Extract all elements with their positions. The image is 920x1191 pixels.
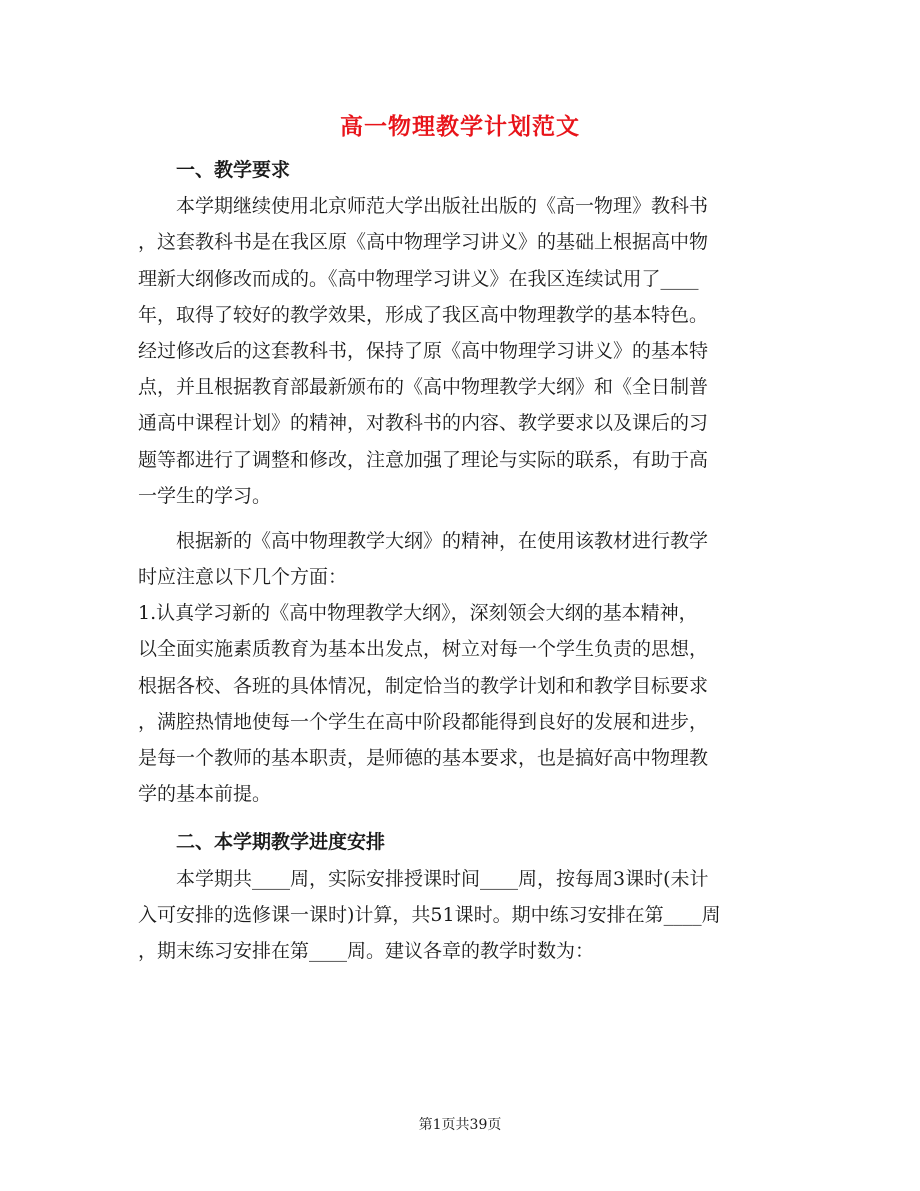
paragraph-line: 以全面实施素质教育为基本出发点，树立对每一个学生负责的思想， (138, 638, 709, 661)
paragraph-line: 本学期共____周，实际安排授课时间____周，按每周3课时(未计 (176, 867, 709, 890)
paragraph-line: 时应注意以下几个方面： (138, 566, 348, 589)
section-1-list-item-1 (138, 595, 778, 812)
section-1-heading: 一、教学要求 (176, 159, 291, 181)
paragraph-line: 根据新的《高中物理教学大纲》的精神，在使用该教材进行教学 (176, 529, 709, 552)
paragraph-line: 一学生的学习。 (138, 484, 272, 507)
document-body (138, 152, 778, 969)
paragraph-line: 通高中课程计划》的精神，对教科书的内容、教学要求以及课后的习 (138, 412, 709, 435)
paragraph-line: ，这套教科书是在我区原《高中物理学习讲义》的基础上根据高中物 (138, 231, 709, 254)
paragraph-line: 年，取得了较好的教学效果，形成了我区高中物理教学的基本特色。 (138, 303, 709, 326)
section-1-paragraph-2 (138, 523, 778, 595)
paragraph-line: ，期末练习安排在第____周。建议各章的教学时数为： (138, 939, 595, 962)
paragraph-line: ，满腔热情地使每一个学生在高中阶段都能得到良好的发展和进步， (138, 710, 709, 733)
section-2-heading: 二、本学期教学进度安排 (176, 831, 386, 854)
paragraph-line: 理新大纲修改而成的。《高中物理学习讲义》在我区连续试用了____ (138, 267, 699, 290)
section-2-paragraph-1 (138, 861, 778, 970)
document-title: 高一物理教学计划范文 (340, 113, 580, 140)
paragraph-line: 本学期继续使用北京师范大学出版社出版的《高一物理》教科书 (176, 195, 709, 218)
paragraph-line: 题等都进行了调整和修改，注意加强了理论与实际的联系，有助于高 (138, 448, 709, 471)
paragraph-line: 是每一个教师的基本职责，是师德的基本要求，也是搞好高中物理教 (138, 747, 709, 769)
paragraph-line: 入可安排的选修课一课时)计算，共51课时。期中练习安排在第____周 (138, 903, 721, 926)
paragraph-line: 点，并且根据教育部最新颁布的《高中物理教学大纲》和《全日制普 (138, 376, 709, 399)
paragraph-line: 根据各校、各班的具体情况，制定恰当的教学计划和和教学目标要求 (138, 674, 709, 697)
page-number: 第1页共39页 (418, 1117, 502, 1133)
section-1-paragraph-1 (138, 188, 778, 514)
paragraph-line: 1.认真学习新的《高中物理教学大纲》，深刻领会大纲的基本精神， (138, 602, 698, 625)
paragraph-line: 经过修改后的这套教科书，保持了原《高中物理学习讲义》的基本特 (138, 339, 709, 362)
paragraph-line: 学的基本前提。 (138, 783, 272, 806)
